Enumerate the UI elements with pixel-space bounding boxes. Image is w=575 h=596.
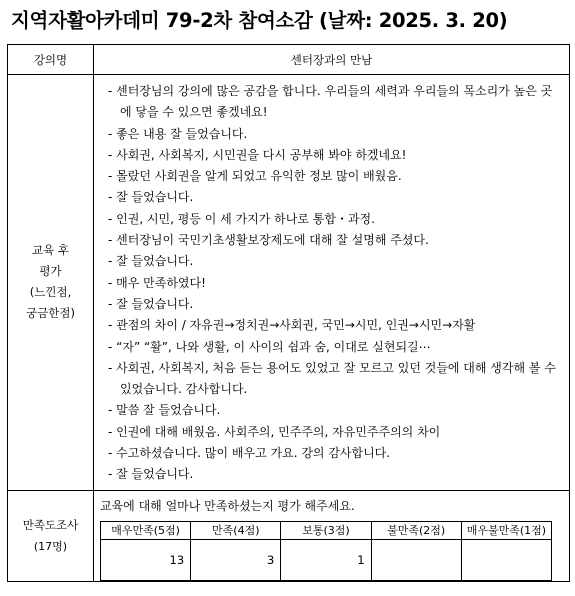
feedback-item: - 말씀 잘 들었습니다. xyxy=(108,403,221,418)
feedback-item: - 관점의 차이 / 자유권→정치권→사회권, 국민→시민, 인권→시민→자활 xyxy=(108,318,476,333)
feedback-item: - 수고하셨습니다. 많이 배우고 가요. 강의 감사합니다. xyxy=(108,446,391,461)
rating-column-header: 매우불만족(1점) xyxy=(461,521,551,539)
feedback-item: - 좋은 내용 잘 들었습니다. xyxy=(108,126,248,141)
header-lecture-title: 센터장과의 만남 xyxy=(94,45,570,75)
rating-value: 3 xyxy=(191,539,281,580)
rating-column-header: 보통(3점) xyxy=(281,521,371,539)
feedback-item: - 사회권, 사회복지, 시민권을 다시 공부해 봐야 하겠네요! xyxy=(108,147,407,162)
feedback-label xyxy=(8,75,94,491)
rating-value: 13 xyxy=(101,539,191,580)
feedback-item: - 인권에 대해 배웠음. 사회주의, 민주주의, 자유민주주의의 차이 xyxy=(108,424,441,439)
feedback-content xyxy=(94,75,570,491)
feedback-item: - 센터장님이 국민기초생활보장제도에 대해 잘 설명해 주셨다. xyxy=(108,233,429,248)
feedback-list xyxy=(94,81,563,486)
feedback-row xyxy=(8,75,570,491)
satisfaction-question: 교육에 대해 얼마나 만족하셨는지 평가 해주세요. xyxy=(100,498,355,513)
feedback-item: - 잘 들었습니다. xyxy=(108,296,194,311)
feedback-item: - 센터장님의 강의에 많은 공감을 합니다. 우리들의 세력과 우리들의 목소리가 높은 곳에 닿을 수 있으면 좋겠네요! xyxy=(108,84,553,120)
feedback-item: - 잘 들었습니다. xyxy=(108,467,194,482)
feedback-item: - 잘 들었습니다. xyxy=(108,254,194,269)
rating-value xyxy=(461,539,551,580)
rating-column-header: 매우만족(5점) xyxy=(101,521,191,539)
feedback-item: - “자” “활”, 나와 생활, 이 사이의 쉼과 숨, 이대로 실현되길⋯ xyxy=(108,339,431,354)
feedback-item: - 잘 들었습니다. xyxy=(108,190,194,205)
page-title: 지역자활아카데미 79-2차 참여소감 (날짜: 2025. 3. 20) xyxy=(11,9,508,32)
rating-value: 1 xyxy=(281,539,371,580)
rating-value xyxy=(371,539,461,580)
satisfaction-label-text: 만족도조사 xyxy=(22,517,79,532)
feedback-label-line: 궁금한점) xyxy=(26,306,75,321)
rating-value-row xyxy=(101,539,552,580)
survey-table xyxy=(7,44,570,582)
feedback-item: - 몰랐던 사회권을 알게 되었고 유익한 정보 많이 배웠음. xyxy=(108,169,402,184)
satisfaction-row xyxy=(8,490,570,581)
rating-column-header: 불만족(2점) xyxy=(371,521,461,539)
satisfaction-content xyxy=(94,490,570,581)
respondent-count: (17명) xyxy=(33,539,68,553)
feedback-label-line: 교육 후 xyxy=(32,243,69,258)
header-row xyxy=(8,45,570,75)
rating-header-row xyxy=(101,521,552,539)
satisfaction-label xyxy=(8,490,94,581)
feedback-item: - 매우 만족하였다! xyxy=(108,275,206,290)
header-lecture-label: 강의명 xyxy=(8,45,94,75)
rating-column-header: 만족(4점) xyxy=(191,521,281,539)
rating-table xyxy=(100,521,552,581)
feedback-label-line: 평가 xyxy=(39,264,62,279)
feedback-label-line: (느낀점, xyxy=(29,285,72,300)
feedback-item: - 인권, 시민, 평등 이 세 가지가 하나로 통합・과정. xyxy=(108,211,375,226)
feedback-item: - 사회권, 사회복지, 처음 듣는 용어도 있었고 잘 모르고 있던 것들에 대해 생각해 볼 수 있었습니다. 감사합니다. xyxy=(108,360,556,397)
